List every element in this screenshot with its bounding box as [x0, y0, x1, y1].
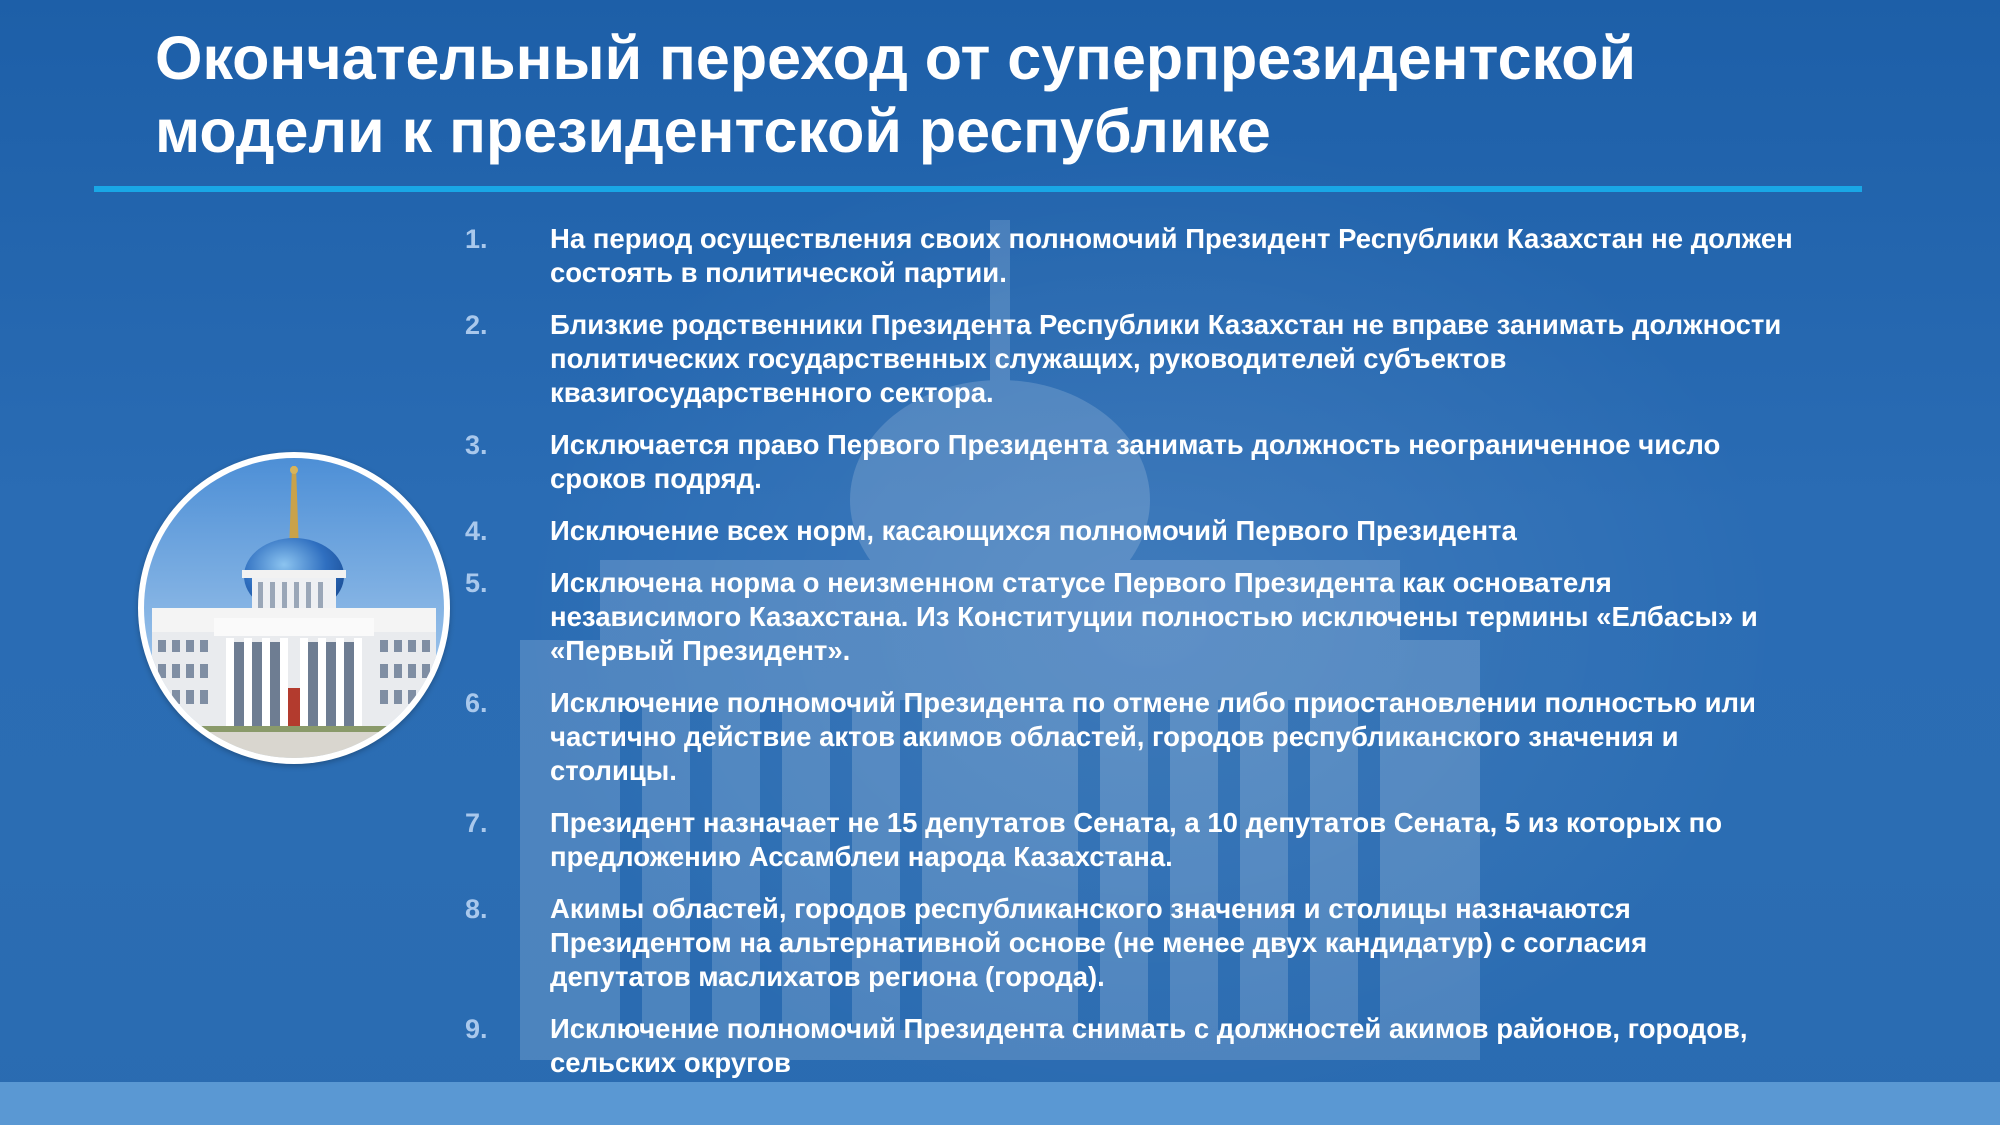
list-item	[465, 308, 1985, 410]
list-item-line: депутатов маслихатов региона (города).	[550, 961, 1105, 992]
list-item-line: «Первый Президент».	[550, 635, 851, 666]
list-item-line: частично действие актов акимов областей, городов республиканского значения и	[550, 721, 1679, 752]
reform-list	[465, 222, 1985, 1098]
list-item-line: предложению Ассамблеи народа Казахстана.	[550, 841, 1173, 872]
list-item	[465, 806, 1985, 874]
list-item	[465, 1012, 1985, 1080]
list-item	[465, 428, 1985, 496]
list-item-line: сельских округов	[550, 1047, 791, 1078]
list-item-number: 4.	[465, 516, 488, 546]
list-item	[465, 566, 1985, 668]
list-item-line: квазигосударственного сектора.	[550, 377, 994, 408]
list-item	[465, 222, 1985, 290]
palace-illustration	[144, 458, 444, 758]
list-item	[465, 686, 1985, 788]
list-item-line: Исключена норма о неизменном статусе Первого Президента как основателя	[550, 567, 1612, 598]
list-item-number: 8.	[465, 894, 488, 924]
list-item-line: политических государственных служащих, руководителей субъектов	[550, 343, 1507, 374]
list-item-line: Исключается право Первого Президента занимать должность неограниченное число	[550, 429, 1721, 460]
list-item-number: 2.	[465, 310, 488, 340]
list-item-line: состоять в политической партии.	[550, 257, 1007, 288]
list-item-line: независимого Казахстана. Из Конституции полностью исключены термины «Елбасы» и	[550, 601, 1758, 632]
title-divider	[94, 186, 1862, 192]
list-item-number: 1.	[465, 224, 488, 254]
list-item-line: Исключение полномочий Президента по отмене либо приостановлении полностью или	[550, 687, 1756, 718]
list-item-line: столицы.	[550, 755, 677, 786]
list-item	[465, 514, 1985, 548]
list-item-number: 5.	[465, 568, 488, 598]
list-item-line: Президентом на альтернативной основе (не менее двух кандидатур) с согласия	[550, 927, 1648, 958]
list-item-number: 7.	[465, 808, 488, 838]
list-item-number: 6.	[465, 688, 488, 718]
list-item	[465, 892, 1985, 994]
footer-bar	[0, 1082, 2000, 1125]
presidential-palace-photo	[138, 452, 450, 764]
list-item-line: Близкие родственники Президента Республики Казахстан не вправе занимать должности	[550, 309, 1782, 340]
list-item-line: Исключение полномочий Президента снимать с должностей акимов районов, городов,	[550, 1013, 1748, 1044]
list-item-line: На период осуществления своих полномочий Президент Республики Казахстан не должен	[550, 223, 1793, 254]
slide-title	[155, 22, 1935, 168]
list-item-number: 9.	[465, 1014, 488, 1044]
slide-title-line: модели к президентской республике	[155, 97, 1271, 165]
slide-title-line: Окончательный переход от суперпрезидентской	[155, 24, 1637, 92]
list-item-line: Исключение всех норм, касающихся полномочий Первого Президента	[550, 515, 1517, 546]
list-item-number: 3.	[465, 430, 488, 460]
list-item-line: Президент назначает не 15 депутатов Сената, а 10 депутатов Сената, 5 из которых по	[550, 807, 1723, 838]
list-item-line: Акимы областей, городов республиканского значения и столицы назначаются	[550, 893, 1631, 924]
list-item-line: сроков подряд.	[550, 463, 762, 494]
